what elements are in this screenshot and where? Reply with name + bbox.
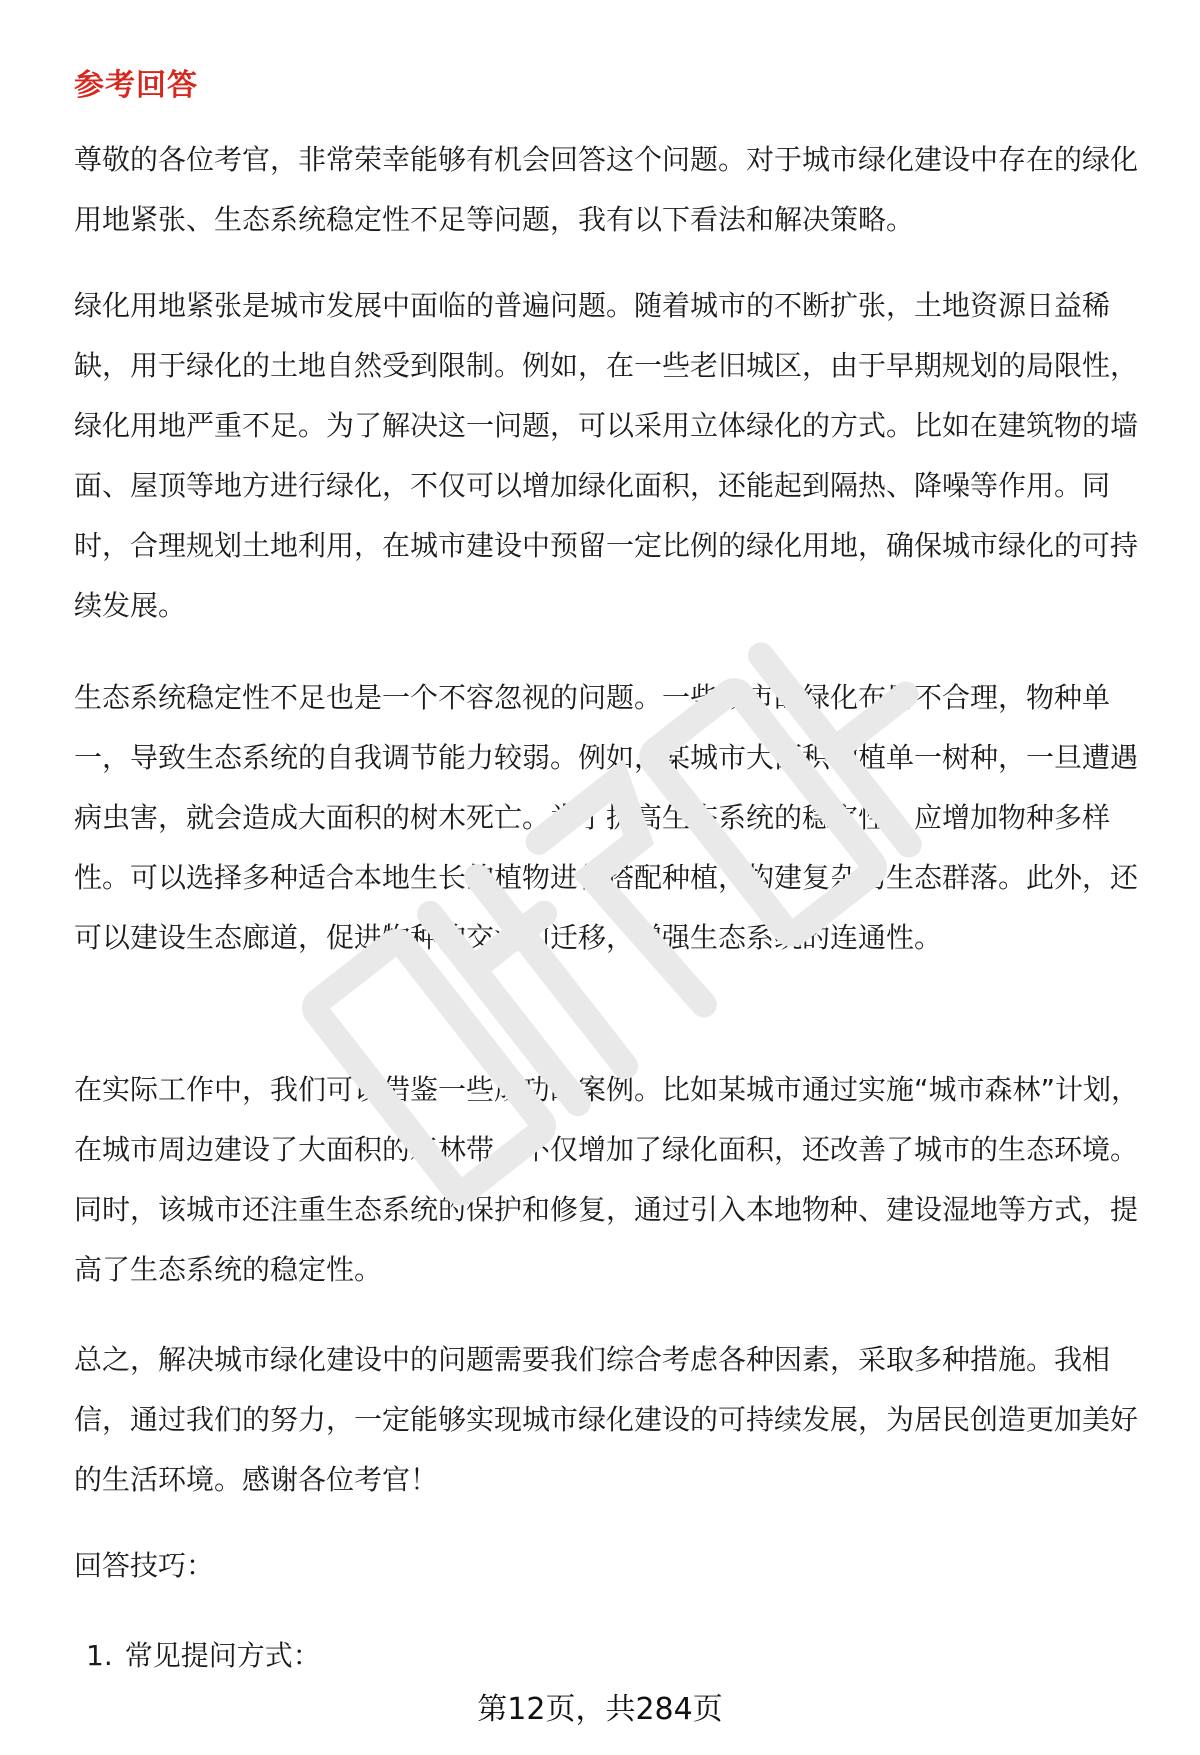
paragraph-ecosystem-stability: 生态系统稳定性不足也是一个不容忽视的问题。一些城市的绿化布局不合理，物种单一，导致生态系统的自我调节能力较弱。例如，某城市大面积种植单一树种，一旦遭遇病虫害，就会造成大面积的树木死亡。为了提高生态系统的稳定性，应增加物种多样性。可以选择多种适合本地生长的植物进行搭配种植，构建复杂的生态群落。此外，还可以建设生态廊道，促进物种的交流和迁移，增强生态系统的连通性。 [74,681,1139,954]
tips-title: 回答技巧： [74,1549,215,1582]
paragraph-intro: 尊敬的各位考官，非常荣幸能够有机会回答这个问题。对于城市绿化建设中存在的绿化用地紧张、生态系统稳定性不足等问题，我有以下看法和解决策略。 [74,143,1139,236]
paragraph-case-study: 在实际工作中，我们可以借鉴一些成功的案例。比如某城市通过实施“城市森林”计划，在城市周边建设了大面积的森林带，不仅增加了绿化面积，还改善了城市的生态环境。同时，该城市还注重生态系统的保护和修复，通过引入本地物种、建设湿地等方式，提高了生态系统的稳定性。 [74,1073,1140,1286]
list-item [86,1626,321,1686]
page-number-footer: 第12页，共284页 [477,1692,723,1727]
paragraph-land-shortage: 绿化用地紧张是城市发展中面临的普遍问题。随着城市的不断扩张，土地资源日益稀缺，用于绿化的土地自然受到限制。例如，在一些老旧城区，由于早期规划的局限性，绿化用地严重不足。为了解决这一问题，可以采用立体绿化的方式。比如在建筑物的墙面、屋顶等地方进行绿化，不仅可以增加绿化面积，还能起到隔热、降噪等作用。同时，合理规划土地利用，在城市建设中预留一定比例的绿化用地，确保城市绿化的可持续发展。 [74,289,1139,622]
paragraph-conclusion: 总之，解决城市绿化建设中的问题需要我们综合考虑各种因素，采取多种措施。我相信，通过我们的努力，一定能够实现城市绿化建设的可持续发展，为居民创造更加美好的生活环境。感谢各位考官！ [74,1343,1139,1496]
section-heading: 参考回答 [74,68,198,103]
list-item-text: 常见提问方式： [124,1639,321,1672]
list-item-number: 1. [86,1639,113,1672]
